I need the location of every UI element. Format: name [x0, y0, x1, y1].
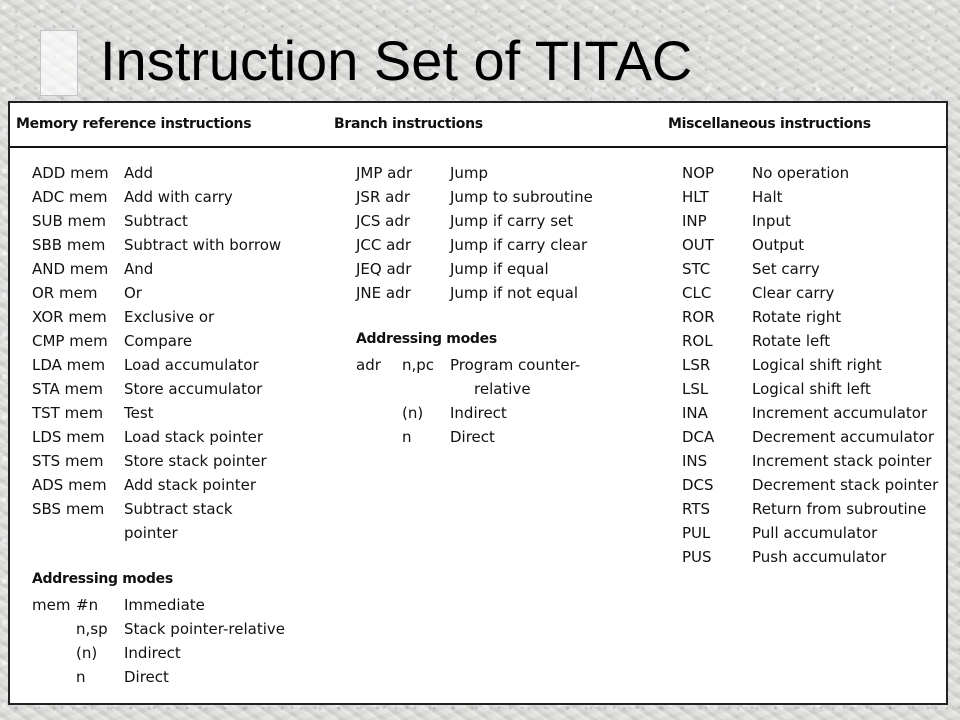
description: Return from subroutine [752, 500, 927, 518]
mnemonic: DCS [682, 476, 714, 494]
description: Jump if equal [450, 260, 549, 278]
form: (n) [76, 644, 98, 662]
operand: adr [356, 356, 381, 374]
description: Program counter- [450, 356, 581, 374]
description: Stack pointer-relative [124, 620, 285, 638]
description: Load stack pointer [124, 428, 263, 446]
header-memory-reference: Memory reference instructions [16, 116, 252, 132]
mnemonic: LDS mem [32, 428, 105, 446]
description: Direct [450, 428, 495, 446]
description: Halt [752, 188, 783, 206]
mnemonic: LDA mem [32, 356, 106, 374]
form: n [402, 428, 412, 446]
description: Test [124, 404, 154, 422]
description: Add [124, 164, 154, 182]
mnemonic: HLT [682, 188, 709, 206]
mnemonic: CMP mem [32, 332, 108, 350]
description: Add stack pointer [124, 476, 257, 494]
title-bullet-box [40, 30, 78, 96]
slide-title: Instruction Set of TITAC [100, 29, 693, 92]
description: Jump if carry clear [450, 236, 588, 254]
mnemonic: AND mem [32, 260, 109, 278]
mnemonic: JSR adr [356, 188, 411, 206]
description: Direct [124, 668, 169, 686]
mnemonic: RTS [682, 500, 711, 518]
mnemonic: STS mem [32, 452, 104, 470]
mnemonic: INP [682, 212, 707, 230]
mnemonic: OR mem [32, 284, 98, 302]
description: Jump [450, 164, 489, 182]
description: Subtract [124, 212, 188, 230]
description: Rotate right [752, 308, 842, 326]
mnemonic: PUS [682, 548, 712, 566]
form: (n) [402, 404, 424, 422]
memory-addressing-title: Addressing modes [32, 571, 173, 587]
mnemonic: JNE adr [356, 284, 411, 302]
description: Compare [124, 332, 193, 350]
operand: mem [32, 596, 71, 614]
description-continuation: pointer [124, 524, 178, 542]
form: n,sp [76, 620, 108, 638]
description: Increment accumulator [752, 404, 928, 422]
description: Indirect [124, 644, 181, 662]
mnemonic: JCS adr [356, 212, 411, 230]
mnemonic: NOP [682, 164, 715, 182]
description: Logical shift left [752, 380, 871, 398]
description: Add with carry [124, 188, 233, 206]
mnemonic: PUL [682, 524, 711, 542]
description: Subtract stack [124, 500, 233, 518]
description: Exclusive or [124, 308, 215, 326]
mnemonic: JEQ adr [356, 260, 412, 278]
description: Jump to subroutine [450, 188, 593, 206]
description: relative [474, 380, 531, 398]
description: Store accumulator [124, 380, 263, 398]
description: Jump if carry set [450, 212, 574, 230]
branch-addressing-title: Addressing modes [356, 331, 497, 347]
description: Decrement accumulator [752, 428, 934, 446]
mnemonic: ROL [682, 332, 713, 350]
form: n,pc [402, 356, 435, 374]
description: Jump if not equal [450, 284, 578, 302]
description: Indirect [450, 404, 507, 422]
mnemonic: ROR [682, 308, 715, 326]
mnemonic: OUT [682, 236, 714, 254]
mnemonic: ADC mem [32, 188, 108, 206]
form: n [76, 668, 86, 686]
description: Rotate left [752, 332, 831, 350]
mnemonic: SBB mem [32, 236, 106, 254]
mnemonic: SBS mem [32, 500, 105, 518]
description: Output [752, 236, 805, 254]
header-divider [10, 146, 946, 148]
description: Subtract with borrow [124, 236, 282, 254]
mnemonic: ADD mem [32, 164, 109, 182]
description: Store stack pointer [124, 452, 267, 470]
mnemonic: INS [682, 452, 708, 470]
description: Load accumulator [124, 356, 259, 374]
description: Immediate [124, 596, 205, 614]
mnemonic: JCC adr [356, 236, 412, 254]
description: Increment stack pointer [752, 452, 932, 470]
mnemonic: LSL [682, 380, 709, 398]
form: #n [76, 596, 99, 614]
header-branch: Branch instructions [334, 116, 483, 132]
description: Input [752, 212, 791, 230]
description: Decrement stack pointer [752, 476, 939, 494]
mnemonic: STC [682, 260, 711, 278]
mnemonic: INA [682, 404, 708, 422]
mnemonic: JMP adr [356, 164, 413, 182]
description: Clear carry [752, 284, 835, 302]
header-miscellaneous: Miscellaneous instructions [668, 116, 871, 132]
mnemonic: CLC [682, 284, 712, 302]
mnemonic: LSR [682, 356, 711, 374]
instruction-table [8, 101, 948, 705]
mnemonic: ADS mem [32, 476, 107, 494]
description: No operation [752, 164, 850, 182]
mnemonic: TST mem [32, 404, 104, 422]
mnemonic: STA mem [32, 380, 104, 398]
description: Push accumulator [752, 548, 887, 566]
mnemonic: SUB mem [32, 212, 107, 230]
description: Or [124, 284, 142, 302]
mnemonic: DCA [682, 428, 715, 446]
description: Pull accumulator [752, 524, 878, 542]
mnemonic: XOR mem [32, 308, 107, 326]
description: Set carry [752, 260, 820, 278]
description: Logical shift right [752, 356, 882, 374]
description: And [124, 260, 154, 278]
